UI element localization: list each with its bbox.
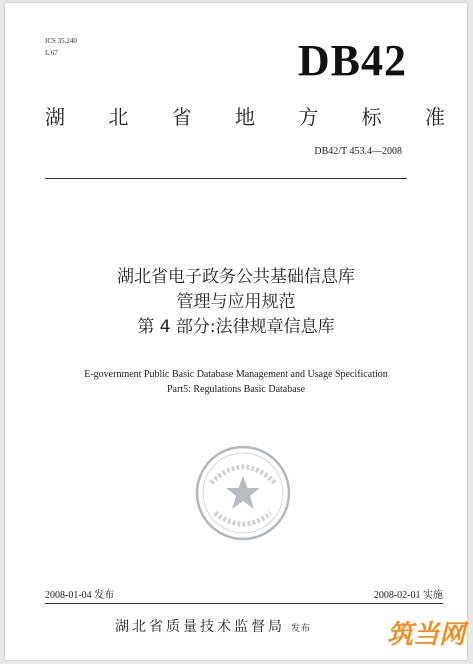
standard-type-char: 省: [171, 105, 192, 129]
title-line-2: 管理与应用规范: [176, 292, 296, 312]
standard-type-char: 方: [298, 105, 319, 129]
english-title-line-2: Part5: Regulations Basic Database: [166, 384, 306, 395]
issuer-name: 湖北省质量技术监督局: [115, 619, 285, 635]
standard-type-heading: [45, 101, 445, 130]
standard-type-char: 湖: [45, 105, 65, 129]
standard-cover-page: [5, 3, 467, 660]
standard-type-char: 标: [361, 105, 382, 129]
english-title-line-1: E-government Public Basic Database Management and Usage Specification: [84, 369, 388, 380]
db42-logo: DB42: [297, 36, 407, 85]
implement-date: 2008-02-01 实施: [373, 590, 443, 601]
l-code: L 67: [45, 49, 58, 57]
standard-type-char: 地: [234, 105, 255, 129]
ics-code: ICS 35.240: [45, 37, 77, 45]
standard-type-char: 北: [108, 105, 129, 129]
issuer-suffix: 发布: [291, 624, 312, 634]
bottom-divider: [45, 603, 443, 604]
chinese-title: [5, 265, 467, 340]
date-row: [45, 586, 443, 601]
title-line-1: 湖北省电子政务公共基础信息库: [117, 267, 355, 287]
standard-number: DB42/T 453.4—2008: [314, 146, 402, 157]
top-divider: [45, 178, 407, 179]
issuing-authority: [115, 616, 311, 636]
site-watermark-logo: 筑当网: [386, 620, 465, 650]
issue-date: 2008-01-04 发布: [45, 590, 115, 601]
official-seal-stamp: [193, 443, 293, 543]
title-line-3: 第 4 部分:法律规章信息库: [137, 317, 335, 337]
english-title: [5, 367, 467, 397]
standard-type-char: 准: [424, 105, 445, 129]
